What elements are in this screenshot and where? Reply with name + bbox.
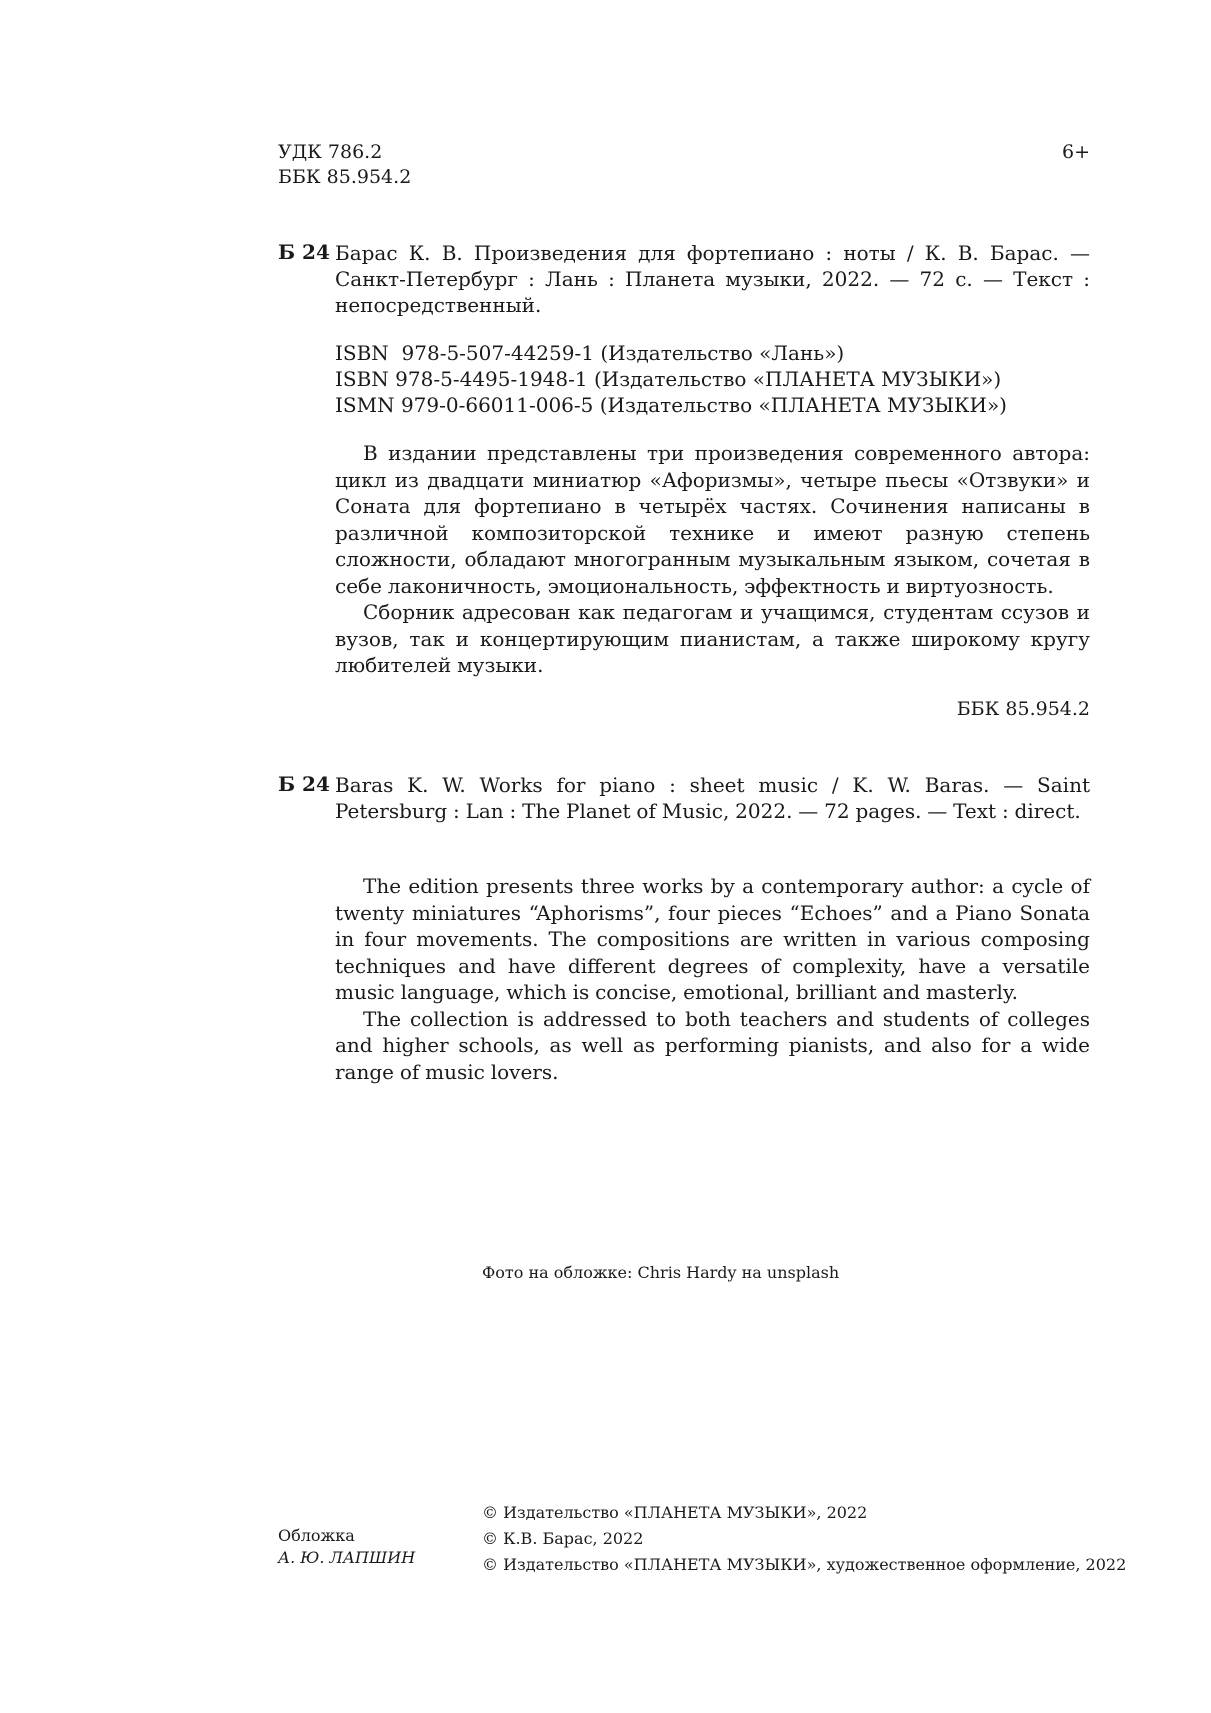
isbn-list [335, 340, 1007, 418]
cover-designer: А. Ю. ЛАПШИН [278, 1548, 416, 1567]
author-mark: Б 24 [278, 772, 330, 796]
annotation-ru-paragraph: Сборник адресован как педагогам и учащимся, студентам ссузов и вузов, так и концертирующим пианистам, а также широкому кругу любителей музыки. [335, 600, 1090, 677]
photo-credit: Фото на обложке: Chris Hardy на unsplash [482, 1263, 840, 1282]
cover-credit [278, 1525, 415, 1569]
copyright-block [482, 1500, 1126, 1578]
copyright-line: © Издательство «ПЛАНЕТА МУЗЫКИ», художественное оформление, 2022 [482, 1555, 1127, 1574]
udk-code: УДК 786.2 [278, 141, 383, 163]
bibliographic-text-en: Baras K. W. Works for piano : sheet music / K. W. Baras. — Saint Petersburg : Lan : The Planet of Music, 2022. — 72 pages. — Text : direct. [335, 773, 1090, 823]
bibliographic-entry-ru [278, 240, 1090, 318]
age-rating: 6+ [1061, 141, 1090, 163]
annotation-ru [335, 440, 1090, 679]
isbn-planet: ISBN 978-5-4495-1948-1 (Издательство «ПЛАНЕТА МУЗЫКИ») [335, 367, 1002, 391]
bbk-code: ББК 85.954.2 [278, 166, 412, 188]
annotation-en-paragraph: The collection is addressed to both teachers and students of colleges and higher schools, as well as performing pianists, and also for a wide range of music lovers. [335, 1006, 1090, 1084]
annotation-en-paragraph: The edition presents three works by a contemporary author: a cycle of twenty miniatures “Aphorisms”, four pieces “Echoes” and a Piano Sonata in four movements. The compositions are written in various composing techniques and have different degrees of complexity, have a versatile music language, which is concise, emotional, brilliant and masterly. [335, 874, 1090, 1004]
cover-label: Обложка [278, 1526, 355, 1545]
ismn-planet: ISMN 979-0-66011-006-5 (Издательство «ПЛАНЕТА МУЗЫКИ») [335, 393, 1007, 417]
isbn-lan: ISBN 978-5-507-44259-1 (Издательство «Лань») [335, 341, 845, 365]
bibliographic-text-ru: Барас К. В. Произведения для фортепиано : ноты / К. В. Барас. — Санкт-Петербург : Лань : Планета музыки, 2022. — 72 с. — Текст : непосредственный. [335, 241, 1090, 317]
author-mark: Б 24 [278, 240, 330, 264]
annotation-ru-paragraph: В издании представлены три произведения современного автора: цикл из двадцати миниатюр «Афоризмы», четыре пьесы «Отзвуки» и Соната для фортепиано в четырёх частях. Сочинения написаны в различной композиторской технике и имеют разную степень сложности, обладают многогранным музыкальным языком, сочетая в себе лаконичность, эмоциональность, эффектность и виртуозность. [335, 441, 1090, 598]
copyright-line: © Издательство «ПЛАНЕТА МУЗЫКИ», 2022 [482, 1503, 868, 1522]
classification-codes [278, 140, 411, 190]
copyright-line: © К.В. Барас, 2022 [482, 1529, 644, 1548]
annotation-en [335, 873, 1090, 1085]
bibliographic-entry-en [278, 772, 1090, 824]
bbk-code-right: ББК 85.954.2 [956, 698, 1090, 720]
